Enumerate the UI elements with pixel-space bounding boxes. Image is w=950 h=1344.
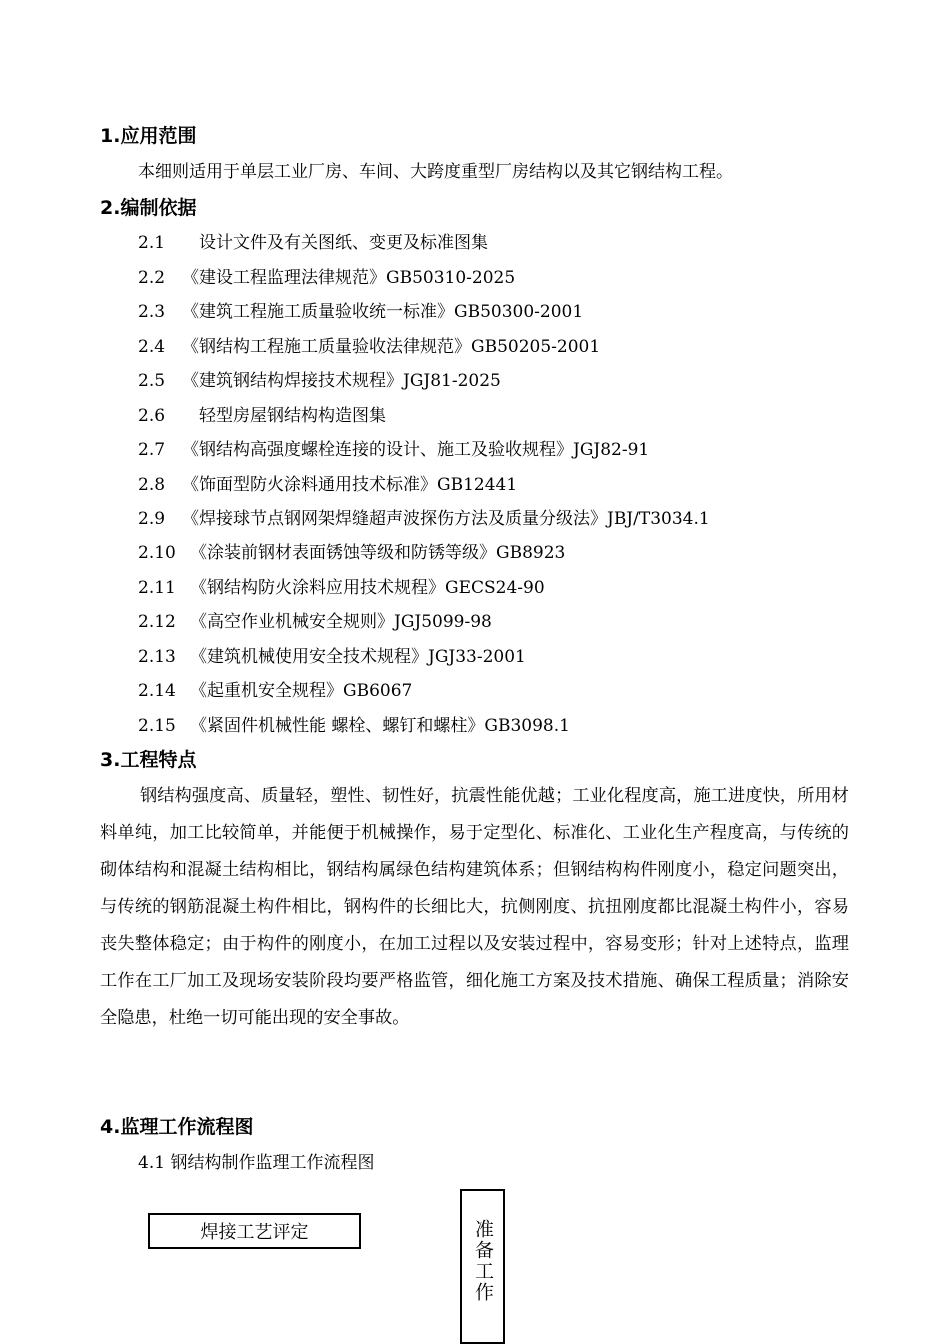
reference-item <box>138 438 649 462</box>
reference-title: 《涂装前钢材表面锈蚀等级和防锈等级》GB8923 <box>190 543 566 563</box>
reference-number: 2.11 <box>138 578 176 598</box>
reference-item <box>138 473 517 497</box>
section-heading-workflow: 4.监理工作流程图 <box>100 1116 254 1138</box>
reference-number: 2.14 <box>138 681 176 701</box>
reference-number: 2.15 <box>138 716 176 736</box>
reference-title: 《钢结构防火涂料应用技术规程》GECS24-90 <box>190 578 545 598</box>
reference-title: 《建筑钢结构焊接技术规程》JGJ81-2025 <box>182 371 501 391</box>
reference-item <box>138 507 710 531</box>
reference-number: 2.2 <box>138 268 166 288</box>
reference-title: 《建筑工程施工质量验收统一标准》GB50300-2001 <box>182 302 584 322</box>
reference-item <box>138 404 386 428</box>
reference-number: 2.1 <box>138 233 166 253</box>
reference-title: 《钢结构高强度螺栓连接的设计、施工及验收规程》JGJ82-91 <box>182 440 650 460</box>
flowchart-box-welding-evaluation <box>148 1213 361 1249</box>
reference-number: 2.8 <box>138 475 166 495</box>
section-heading-features: 3.工程特点 <box>100 749 197 771</box>
flowchart-box-preparation <box>460 1189 505 1344</box>
reference-title: 《紧固件机械性能 螺栓、螺钉和螺柱》GB3098.1 <box>190 716 570 736</box>
reference-item <box>138 610 492 634</box>
reference-number: 2.3 <box>138 302 166 322</box>
reference-number: 2.12 <box>138 612 176 632</box>
reference-title: 《饰面型防火涂料通用技术标准》GB12441 <box>182 475 518 495</box>
reference-item <box>138 576 545 600</box>
reference-number: 2.10 <box>138 543 176 563</box>
reference-title: 设计文件及有关图纸、变更及标准图集 <box>182 233 488 253</box>
reference-title: 轻型房屋钢结构构造图集 <box>182 406 386 426</box>
reference-title: 《高空作业机械安全规则》JGJ5099-98 <box>190 612 492 632</box>
reference-number: 2.9 <box>138 509 166 529</box>
reference-title: 《建设工程监理法律规范》GB50310-2025 <box>182 268 516 288</box>
reference-item <box>138 231 488 255</box>
reference-title: 《钢结构工程施工质量验收法律规范》GB50205-2001 <box>182 337 601 357</box>
reference-item <box>138 300 583 324</box>
features-paragraph: 钢结构强度高、质量轻，塑性、韧性好，抗震性能优越；工业化程度高，施工进度快，所用材料单纯，加工比较简单，并能便于机械操作，易于定型化、标准化、工业化生产程度高，与传统的砌体结构和混凝土结构相比，钢结构属绿色结构建筑体系；但钢结构构件刚度小，稳定问题突出，与传统的钢筋混凝土构件相比，钢构件的长细比大，抗侧刚度、抗扭刚度都比混凝土构件小，容易丧失整体稳定；由于构件的刚度小，在加工过程以及安装过程中，容易变形；针对上述特点，监理工作在工厂加工及现场安装阶段均要严格监管，细化施工方案及技术措施、确保工程质量；消除安全隐患，杜绝一切可能出现的安全事故。 <box>100 786 849 1028</box>
scope-text: 本细则适用于单层工业厂房、车间、大跨度重型厂房结构以及其它钢结构工程。 <box>138 162 733 182</box>
reference-title: 《焊接球节点钢网架焊缝超声波探伤方法及质量分级法》JBJ/T3034.1 <box>182 509 710 529</box>
reference-number: 2.7 <box>138 440 166 460</box>
reference-number: 2.13 <box>138 647 176 667</box>
reference-item <box>138 645 526 669</box>
workflow-subheading: 4.1 钢结构制作监理工作流程图 <box>138 1153 375 1173</box>
reference-item <box>138 679 412 703</box>
reference-item <box>138 335 600 359</box>
reference-number: 2.5 <box>138 371 166 391</box>
section-heading-basis: 2.编制依据 <box>100 197 197 219</box>
flowchart-box-label: 准备工作 <box>472 1219 494 1303</box>
reference-item <box>138 266 515 290</box>
reference-title: 《建筑机械使用安全技术规程》JGJ33-2001 <box>190 647 526 667</box>
reference-title: 《起重机安全规程》GB6067 <box>190 681 413 701</box>
reference-item <box>138 541 565 565</box>
section-heading-scope: 1.应用范围 <box>100 125 197 147</box>
flowchart-box-label: 焊接工艺评定 <box>200 1222 309 1243</box>
reference-item <box>138 369 501 393</box>
reference-item <box>138 714 570 738</box>
reference-number: 2.4 <box>138 337 166 357</box>
reference-number: 2.6 <box>138 406 166 426</box>
